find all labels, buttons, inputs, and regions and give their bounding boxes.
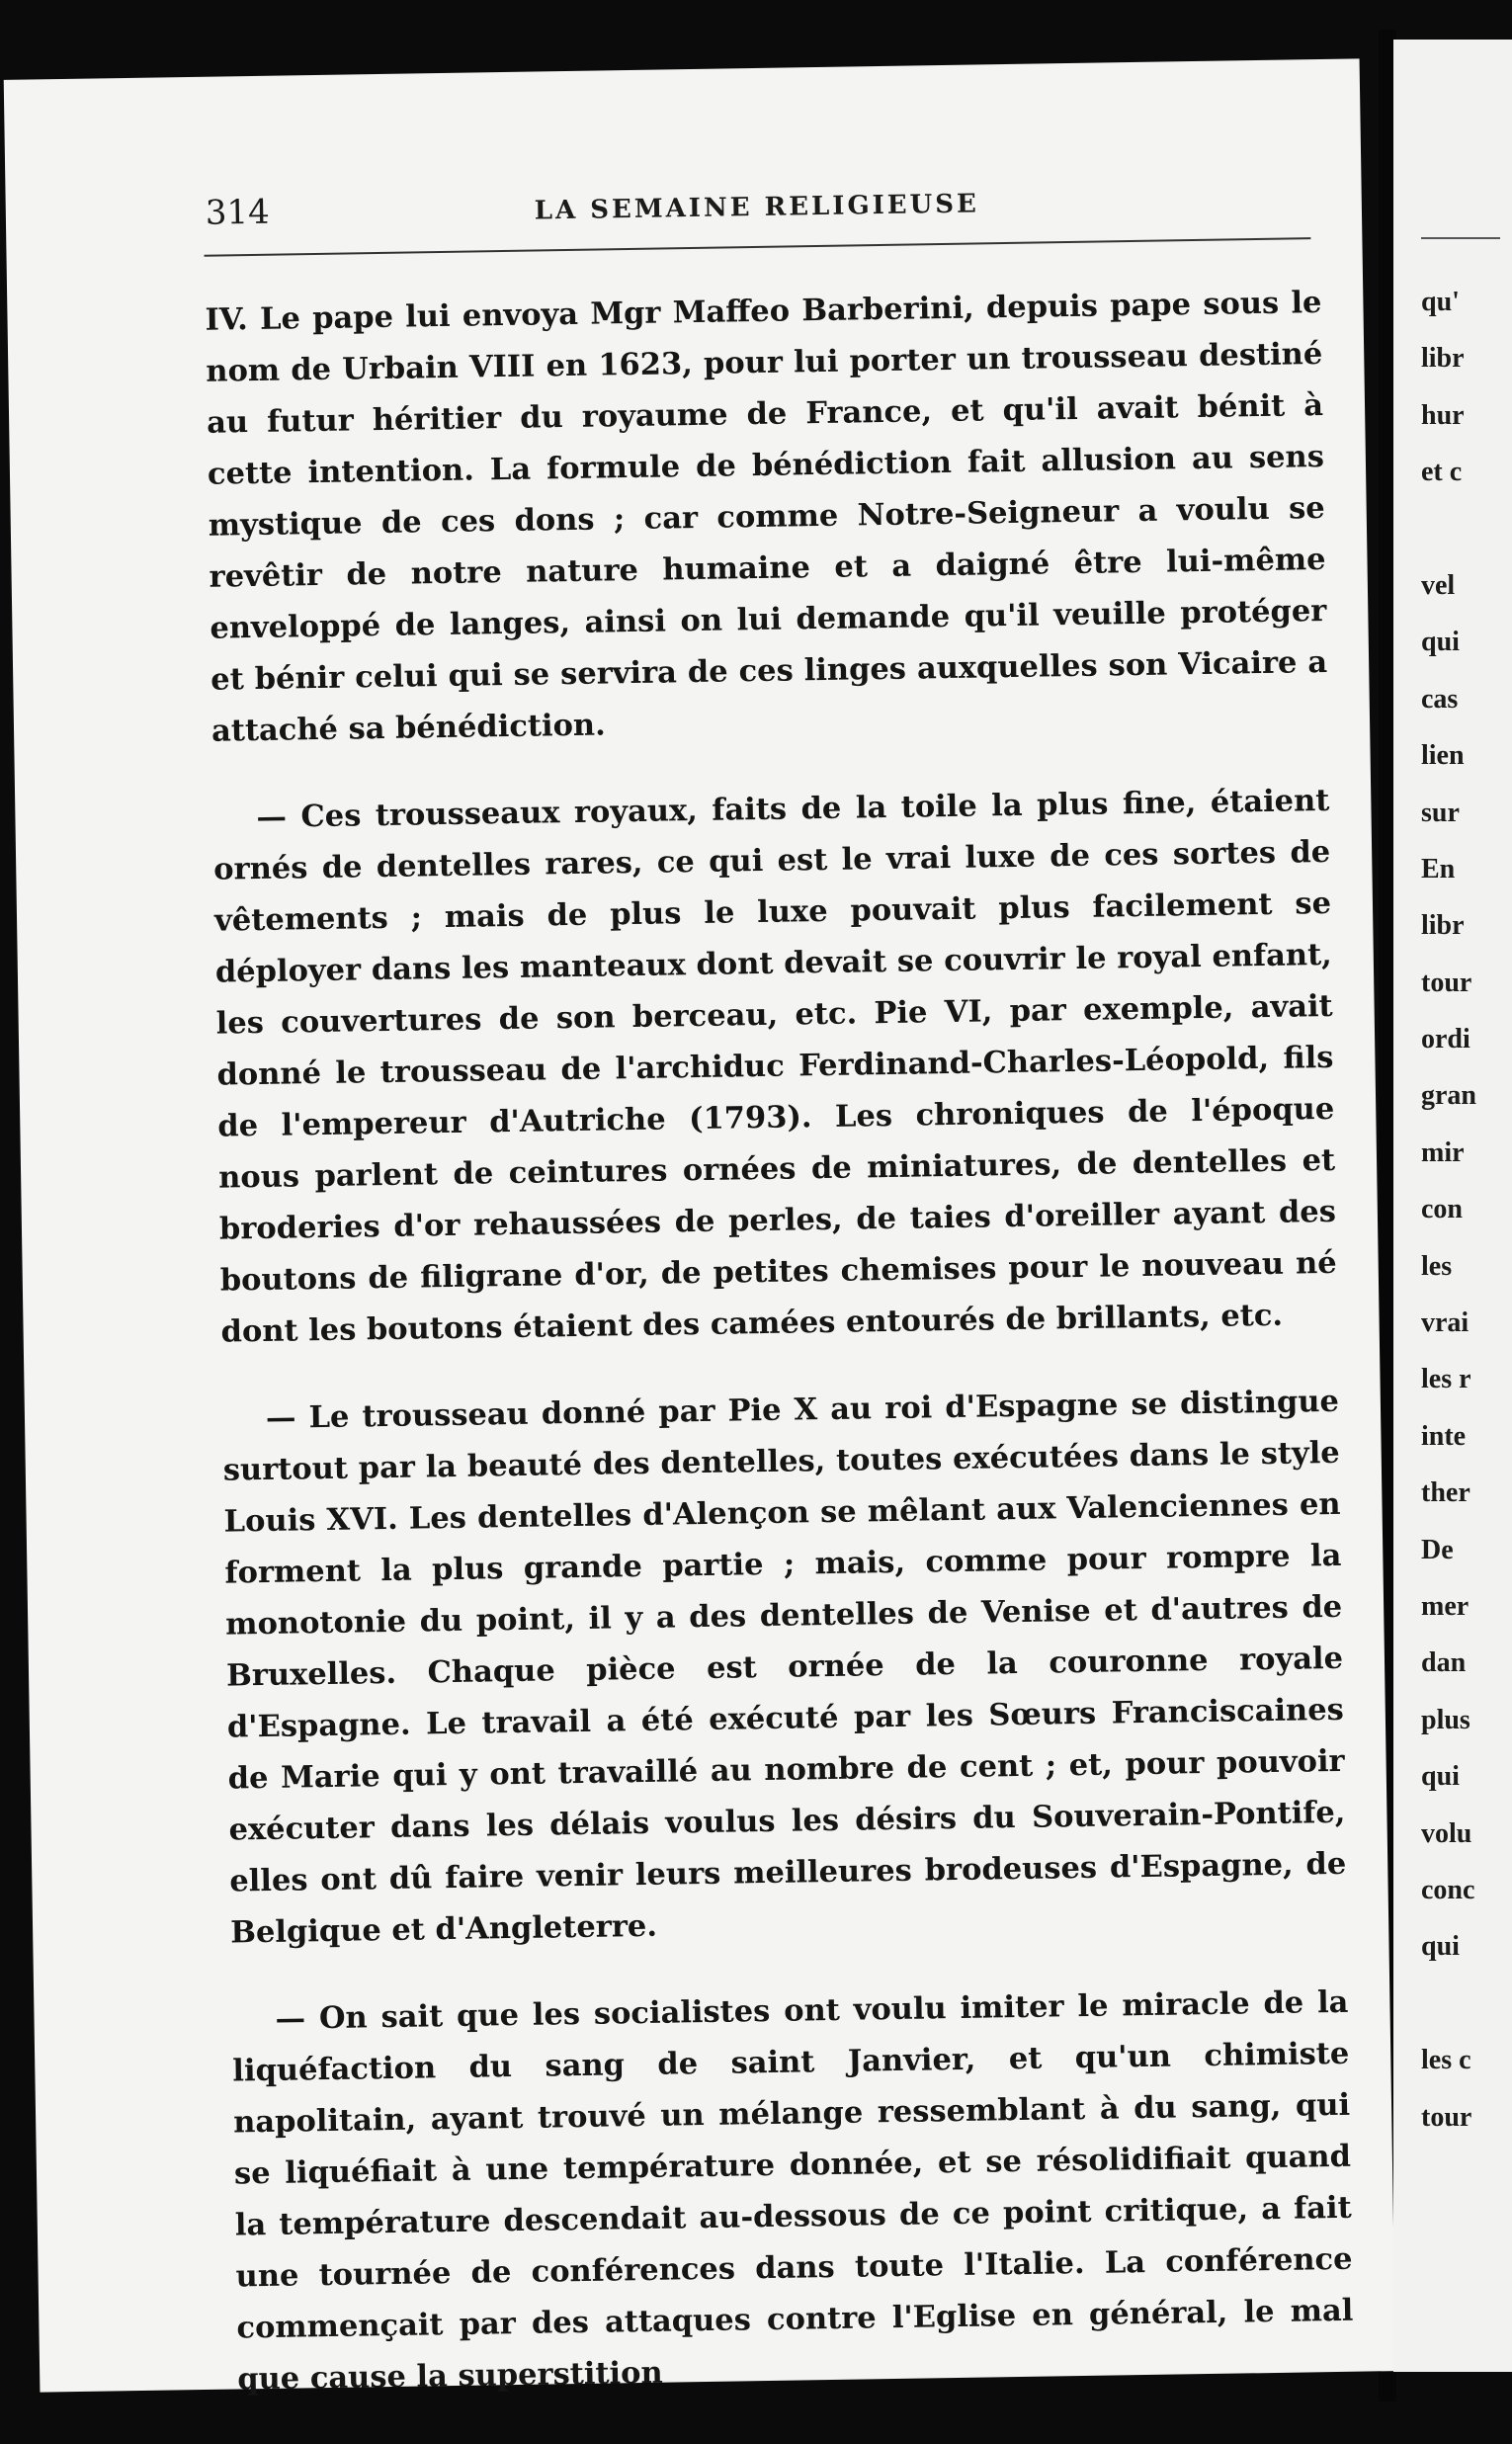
- facing-line: les: [1421, 1250, 1453, 1282]
- facing-line: En: [1421, 853, 1456, 885]
- paragraph-3: — Le trousseau donné par Pie X au roi d'Espagne se distingue surtout par la beauté des dentelles, toutes exécutées dans le style Louis XVI. Les dentelles d'Alençon se mêlant aux Valenciennes en forment la plus grande partie ; mais, comme pour rompre la monotonie du point, il y a des dentelles de Venise et d'autres de Bruxelles. Chaque pièce est ornée de la couronne royale d'Espagne. Le travail a été exécuté par les Sœurs Franciscaines de Marie qui y ont travaillé au nombre de cent ; et, pour pouvoir exécuter dans les délais voulus les désirs du Souverain-Pontife, elles ont dû faire venir leurs meilleures brodeuses d'Espagne, de Belgique et d'Angleterre.: [222, 1383, 1347, 1951]
- facing-line: hur: [1421, 399, 1465, 431]
- facing-line: dan: [1421, 1647, 1467, 1679]
- facing-page-text: [1421, 287, 1476, 2158]
- facing-line: libr: [1421, 343, 1465, 375]
- running-head: [203, 168, 1310, 245]
- paragraph-1: IV. Le pape lui envoya Mgr Maffeo Barberini, depuis pape sous le nom de Urbain VIII en 1623, pour lui porter un trousseau destiné au futur héritier du royaume de France, et qu'il avait bénit à cette intention. La formule de bénédiction fait allusion au sens mystique de ces dons ; car comme Notre-Seigneur a voulu se revêtir de notre nature humaine et a daigné être lui-même enveloppé de langes, ainsi on lui demande qu'il veuille protéger et bénir celui qui se servira de ces linges auxquelles son Vicaire a attaché sa bénédiction.: [205, 285, 1328, 749]
- facing-page-rule: [1421, 237, 1500, 239]
- facing-line: ther: [1421, 1477, 1470, 1509]
- facing-line: De: [1421, 1534, 1454, 1565]
- facing-line: conc: [1421, 1874, 1475, 1905]
- facing-line: qu': [1421, 287, 1460, 317]
- journal-title: LA SEMAINE RELIGIEUSE: [534, 189, 980, 226]
- facing-line: volu: [1421, 1817, 1472, 1849]
- facing-line: sur: [1421, 797, 1460, 828]
- facing-line: [1421, 514, 1476, 570]
- page-number: 314: [205, 192, 271, 233]
- facing-line: plus: [1421, 1704, 1470, 1735]
- facing-line: qui: [1421, 1761, 1460, 1793]
- facing-line: vel: [1421, 569, 1456, 601]
- facing-line: inte: [1421, 1420, 1467, 1452]
- book-page: [4, 58, 1396, 2398]
- facing-line: cas: [1421, 683, 1459, 715]
- facing-line: tour: [1421, 967, 1472, 998]
- facing-line: mer: [1421, 1590, 1470, 1622]
- facing-line: qui: [1421, 627, 1460, 658]
- facing-line: lien: [1421, 740, 1465, 772]
- facing-line: vrai: [1421, 1307, 1470, 1339]
- facing-line: gran: [1421, 1080, 1476, 1112]
- facing-line: libr: [1421, 910, 1465, 942]
- article-body: [205, 277, 1355, 2440]
- facing-line: les c: [1421, 2045, 1471, 2076]
- facing-line: con: [1421, 1194, 1463, 1225]
- facing-line: mir: [1421, 1137, 1465, 1168]
- facing-page-edge: [1393, 40, 1512, 2372]
- facing-line: ordi: [1421, 1024, 1470, 1055]
- facing-line: [1421, 1988, 1476, 2045]
- facing-line: les r: [1421, 1364, 1471, 1395]
- facing-line: qui: [1421, 1931, 1460, 1963]
- paragraph-2: — Ces trousseaux royaux, faits de la toile la plus fine, étaient ornés de dentelles rares, ce qui est le vrai luxe de ces sortes de vêtements ; mais de plus le luxe pouvait plus facilement se déployer dans les manteaux dont devait se couvrir le royal enfant, les couvertures de son berceau, etc. Pie VI, par exemple, avait donné le trousseau de l'archiduc Ferdinand-Charles-Léopold, fils de l'empereur d'Autriche (1793). Les chroniques de l'époque nous parlent de ceintures ornées de miniatures, de dentelles et broderies d'or rehaussées de perles, de taies d'oreiller ayant des boutons de filigrane d'or, de petites chemises pour le nouveau né dont les boutons étaient des camées entourés de brillants, etc.: [212, 782, 1337, 1350]
- paragraph-4: — On sait que les socialistes ont voulu imiter le miracle de la liquéfaction du sang de saint Janvier, et qu'un chimiste napolitain, ayant trouvé un mélange ressemblant à du sang, qui se liquéfiait à une température donnée, et se résolidifiait quand la température descendait au-dessous de ce point critique, a fait une tournée de conférences dans toute l'Italie. La conférence commençait par des attaques contre l'Eglise en général, le mal que cause la superstition: [232, 1983, 1354, 2398]
- facing-line: et c: [1421, 457, 1463, 488]
- facing-line: tour: [1421, 2101, 1472, 2133]
